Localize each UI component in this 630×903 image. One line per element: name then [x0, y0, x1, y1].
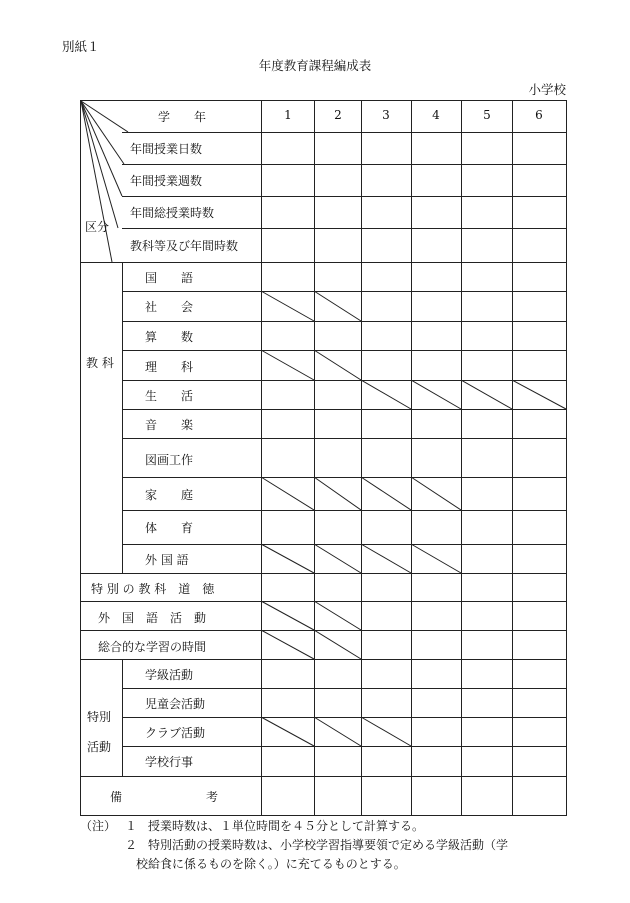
special-school-events: 学校行事 [145, 755, 194, 769]
grade-5-header: 5 [483, 108, 491, 122]
special-class-activities: 学級活動 [145, 668, 194, 682]
grade-2-header: 2 [334, 108, 342, 122]
attachment-label: 別紙１ [62, 39, 100, 54]
note-1-number: １ [125, 819, 138, 833]
subject-social-studies: 社 会 [145, 300, 194, 314]
subject-arts-crafts: 図画工作 [145, 453, 194, 467]
subject-life-studies: 生 活 [145, 389, 194, 403]
note-2-text-line2: 校給食に係るものを除く。）に充てるものとする。 [136, 857, 406, 871]
special-activities-label-1: 特別 [87, 710, 112, 724]
subject-music: 音 楽 [145, 418, 194, 432]
subject-foreign-language: 外 国 語 [145, 553, 189, 567]
subject-home-economics: 家 庭 [145, 488, 194, 502]
grade-3-header: 3 [382, 108, 390, 122]
row-annual-days: 年間授業日数 [130, 142, 203, 156]
note-2-number: ２ [125, 838, 138, 852]
category-label: 区分 [85, 220, 110, 234]
row-moral-education: 特 別 の 教 科 道 徳 [91, 582, 215, 596]
subjects-group-label: 教 科 [86, 356, 114, 370]
subject-japanese: 国 語 [145, 271, 194, 285]
subject-pe: 体 育 [145, 521, 194, 535]
row-subject-hours-header: 教科等及び年間時数 [130, 239, 239, 253]
grade-4-header: 4 [432, 108, 440, 122]
document-title: 年度教育課程編成表 [258, 58, 372, 73]
special-student-council: 児童会活動 [145, 697, 206, 711]
note-1-text: 授業時数は、１単位時間を４５分として計算する。 [148, 819, 425, 833]
row-annual-total-hours: 年間総授業時数 [130, 206, 215, 220]
note-2-text-line1: 特別活動の授業時数は、小学校学習指導要領で定める学級活動（学 [148, 838, 509, 852]
school-type-label: 小学校 [528, 82, 566, 97]
special-activities-label-2: 活動 [87, 740, 112, 754]
subject-arithmetic: 算 数 [145, 330, 194, 344]
special-club-activities: クラブ活動 [145, 726, 206, 740]
row-integrated-studies: 総合的な学習の時間 [98, 640, 207, 654]
row-annual-weeks: 年間授業週数 [130, 174, 203, 188]
grade-1-header: 1 [284, 108, 292, 122]
grade-header: 学 年 [158, 110, 207, 124]
grade-6-header: 6 [535, 108, 543, 122]
notes-prefix: （注） [80, 819, 117, 833]
subject-science: 理 科 [145, 360, 194, 374]
row-remarks: 備 考 [110, 790, 219, 804]
row-foreign-language-activities: 外 国 語 活 動 [98, 611, 207, 625]
